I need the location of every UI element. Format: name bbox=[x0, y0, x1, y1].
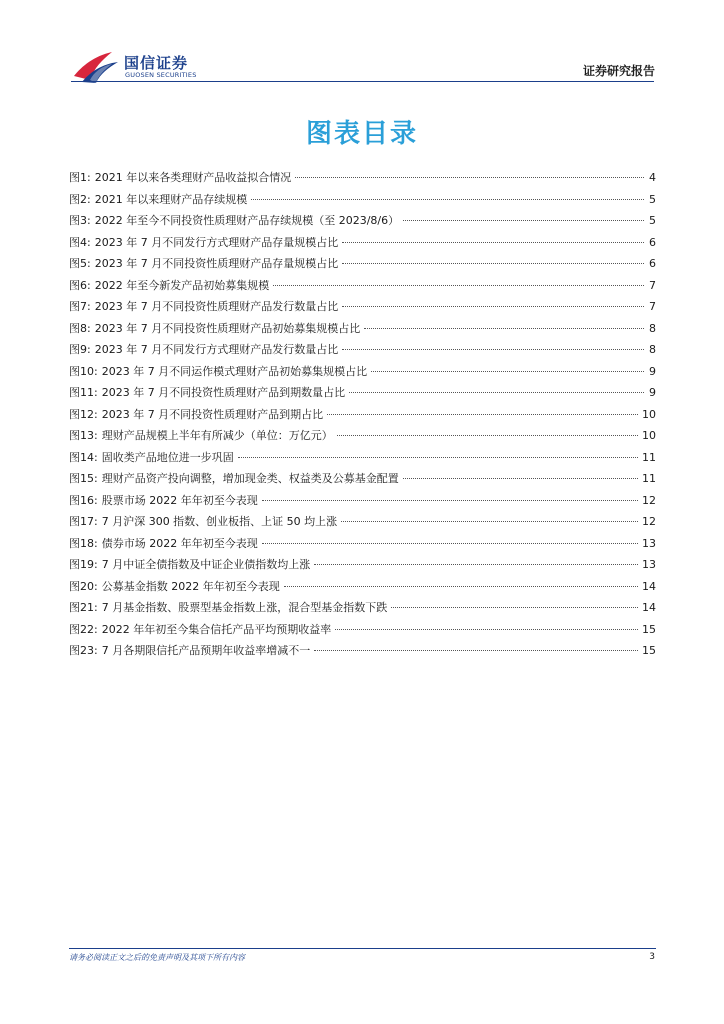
toc-leader-dots bbox=[342, 349, 644, 350]
toc-entry-page: 15 bbox=[642, 622, 656, 636]
toc-entry-page: 7 bbox=[649, 278, 656, 292]
toc-entry-title: 7 月各期限信托产品预期年收益率增减不一 bbox=[101, 644, 311, 657]
toc-entry-title: 2023 年 7 月不同发行方式理财产品存量规模占比 bbox=[94, 235, 339, 249]
toc-entry-title: 2021 年以来各类理财产品收益拟合情况 bbox=[94, 171, 292, 184]
toc-entry-title: 7 月沪深 300 指数、创业板指、上证 50 均上涨 bbox=[101, 515, 338, 528]
toc-entry-title: 2022 年年初至今集合信托产品平均预期收益率 bbox=[101, 622, 332, 636]
toc-entry-label: 图7: bbox=[69, 300, 91, 313]
toc-entry-page: 10 bbox=[642, 407, 656, 421]
toc-entry[interactable] bbox=[69, 599, 656, 621]
toc-leader-dots bbox=[273, 285, 644, 286]
toc-entry-label: 图22: bbox=[69, 622, 98, 636]
toc-entry-page: 13 bbox=[642, 558, 656, 571]
toc-entry-title: 7 月基金指数、股票型基金指数上涨，混合型基金指数下跌 bbox=[101, 601, 388, 614]
toc-leader-dots bbox=[327, 414, 638, 415]
toc-entry[interactable] bbox=[69, 621, 656, 643]
toc-entry-page: 5 bbox=[649, 214, 656, 227]
toc-leader-dots bbox=[342, 306, 644, 307]
toc-entry[interactable] bbox=[69, 169, 656, 191]
toc-entry[interactable] bbox=[69, 298, 656, 320]
toc-entry[interactable] bbox=[69, 277, 656, 299]
toc-entry[interactable] bbox=[69, 320, 656, 342]
toc-entry-title: 2023 年 7 月不同发行方式理财产品发行数量占比 bbox=[94, 343, 339, 356]
toc-leader-dots bbox=[403, 220, 644, 221]
toc-entry-page: 8 bbox=[649, 343, 656, 356]
toc-entry-page: 14 bbox=[642, 579, 656, 593]
toc-leader-dots bbox=[284, 586, 638, 587]
toc-entry-title: 债券市场 2022 年年初至今表现 bbox=[101, 536, 258, 550]
toc-entry-label: 图3: bbox=[69, 214, 91, 227]
toc-entry[interactable] bbox=[69, 470, 656, 492]
disclaimer-link[interactable]: 请务必阅读正文之后的免责声明及其项下所有内容 bbox=[69, 953, 245, 962]
toc-entry[interactable] bbox=[69, 234, 656, 256]
toc-entry-page: 6 bbox=[649, 257, 656, 270]
toc-entry[interactable] bbox=[69, 578, 656, 600]
page-header bbox=[0, 0, 724, 90]
toc-entry-page: 10 bbox=[642, 429, 656, 442]
toc-leader-dots bbox=[364, 328, 644, 329]
toc-leader-dots bbox=[341, 521, 638, 522]
footer-divider bbox=[69, 948, 656, 949]
toc-entry-label: 图8: bbox=[69, 321, 91, 335]
toc-leader-dots bbox=[262, 543, 638, 544]
toc-entry-label: 图2: bbox=[69, 192, 91, 206]
toc-leader-dots bbox=[349, 392, 644, 393]
toc-entry-title: 2023 年 7 月不同运作模式理财产品初始募集规模占比 bbox=[101, 364, 368, 378]
toc-leader-dots bbox=[335, 629, 638, 630]
toc-entry[interactable] bbox=[69, 535, 656, 557]
toc-entry[interactable] bbox=[69, 212, 656, 234]
toc-entry-page: 9 bbox=[649, 386, 656, 399]
toc-entry[interactable] bbox=[69, 363, 656, 385]
guosen-logo bbox=[72, 50, 212, 84]
guosen-logo-icon bbox=[72, 50, 120, 84]
toc-leader-dots bbox=[337, 435, 638, 436]
toc-entry[interactable] bbox=[69, 642, 656, 664]
toc-entry[interactable] bbox=[69, 191, 656, 213]
toc-entry-label: 图10: bbox=[69, 364, 98, 378]
report-type-label: 证券研究报告 bbox=[582, 64, 655, 78]
toc-entry-title: 2023 年 7 月不同投资性质理财产品初始募集规模占比 bbox=[94, 321, 361, 335]
toc-entry-title: 7 月中证全债指数及中证企业债指数均上涨 bbox=[101, 558, 311, 571]
toc-entry-title: 2021 年以来理财产品存续规模 bbox=[94, 192, 248, 206]
toc-entry-title: 公募基金指数 2022 年年初至今表现 bbox=[101, 579, 280, 593]
toc-entry-page: 5 bbox=[649, 192, 656, 206]
toc-entry-page: 14 bbox=[642, 601, 656, 614]
page-number: 3 bbox=[649, 952, 655, 962]
toc-entry[interactable] bbox=[69, 406, 656, 428]
toc-entry-page: 12 bbox=[642, 515, 656, 528]
toc-entry-label: 图12: bbox=[69, 407, 98, 421]
toc-leader-dots bbox=[391, 607, 638, 608]
toc-entry-label: 图6: bbox=[69, 278, 91, 292]
toc-entry-label: 图18: bbox=[69, 536, 98, 550]
toc-entry-label: 图16: bbox=[69, 493, 98, 507]
toc-entry-label: 图15: bbox=[69, 472, 98, 485]
toc-entry[interactable] bbox=[69, 513, 656, 535]
toc-title: 图表目录 bbox=[305, 119, 418, 149]
toc-entry-label: 图19: bbox=[69, 558, 98, 571]
toc-entry-page: 15 bbox=[642, 644, 656, 657]
toc-entry-label: 图5: bbox=[69, 257, 91, 270]
toc-entry[interactable] bbox=[69, 492, 656, 514]
toc-leader-dots bbox=[342, 242, 644, 243]
toc-entry-title: 2023 年 7 月不同投资性质理财产品存量规模占比 bbox=[94, 257, 339, 270]
toc-entry-title: 理财产品规模上半年有所减少（单位：万亿元） bbox=[101, 429, 333, 442]
toc-list bbox=[69, 169, 656, 664]
toc-entry[interactable] bbox=[69, 384, 656, 406]
toc-entry-page: 11 bbox=[642, 450, 656, 464]
toc-entry[interactable] bbox=[69, 556, 656, 578]
toc-entry-title: 股票市场 2022 年年初至今表现 bbox=[101, 493, 258, 507]
toc-leader-dots bbox=[251, 199, 644, 200]
toc-leader-dots bbox=[262, 500, 638, 501]
toc-entry[interactable] bbox=[69, 341, 656, 363]
toc-leader-dots bbox=[314, 650, 638, 651]
toc-leader-dots bbox=[342, 263, 644, 264]
toc-entry-page: 12 bbox=[642, 493, 656, 507]
toc-entry-label: 图23: bbox=[69, 644, 98, 657]
toc-entry-page: 4 bbox=[649, 171, 656, 184]
toc-entry-title: 2023 年 7 月不同投资性质理财产品到期占比 bbox=[101, 407, 324, 421]
toc-entry-page: 7 bbox=[649, 300, 656, 313]
toc-entry[interactable] bbox=[69, 427, 656, 449]
toc-entry-page: 6 bbox=[649, 235, 656, 249]
toc-entry-page: 8 bbox=[649, 321, 656, 335]
toc-entry-page: 11 bbox=[642, 472, 656, 485]
toc-leader-dots bbox=[403, 478, 638, 479]
toc-entry-page: 9 bbox=[649, 364, 656, 378]
toc-entry-title: 2022 年至今不同投资性质理财产品存续规模（至 2023/8/6） bbox=[94, 214, 400, 227]
brand-name-en: GUOSEN SECURITIES bbox=[125, 71, 197, 79]
toc-entry-label: 图11: bbox=[69, 386, 98, 399]
toc-entry-label: 图20: bbox=[69, 579, 98, 593]
toc-entry-title: 固收类产品地位进一步巩固 bbox=[101, 450, 234, 464]
toc-entry-label: 图21: bbox=[69, 601, 98, 614]
brand-name-cn: 国信证券 bbox=[124, 54, 189, 72]
toc-leader-dots bbox=[371, 371, 644, 372]
toc-entry-page: 13 bbox=[642, 536, 656, 550]
toc-leader-dots bbox=[314, 564, 638, 565]
toc-entry-label: 图17: bbox=[69, 515, 98, 528]
toc-entry-label: 图1: bbox=[69, 171, 91, 184]
toc-entry-title: 理财产品资产投向调整，增加现金类、权益类及公募基金配置 bbox=[101, 472, 399, 485]
toc-entry[interactable] bbox=[69, 449, 656, 471]
toc-entry[interactable] bbox=[69, 255, 656, 277]
toc-leader-dots bbox=[238, 457, 638, 458]
toc-entry-label: 图13: bbox=[69, 429, 98, 442]
toc-entry-label: 图9: bbox=[69, 343, 91, 356]
toc-entry-label: 图4: bbox=[69, 235, 91, 249]
header-divider bbox=[71, 81, 654, 82]
toc-leader-dots bbox=[295, 177, 644, 178]
toc-entry-title: 2023 年 7 月不同投资性质理财产品到期数量占比 bbox=[101, 386, 346, 399]
toc-entry-title: 2022 年至今新发产品初始募集规模 bbox=[94, 278, 270, 292]
toc-entry-label: 图14: bbox=[69, 450, 98, 464]
toc-entry-title: 2023 年 7 月不同投资性质理财产品发行数量占比 bbox=[94, 300, 339, 313]
